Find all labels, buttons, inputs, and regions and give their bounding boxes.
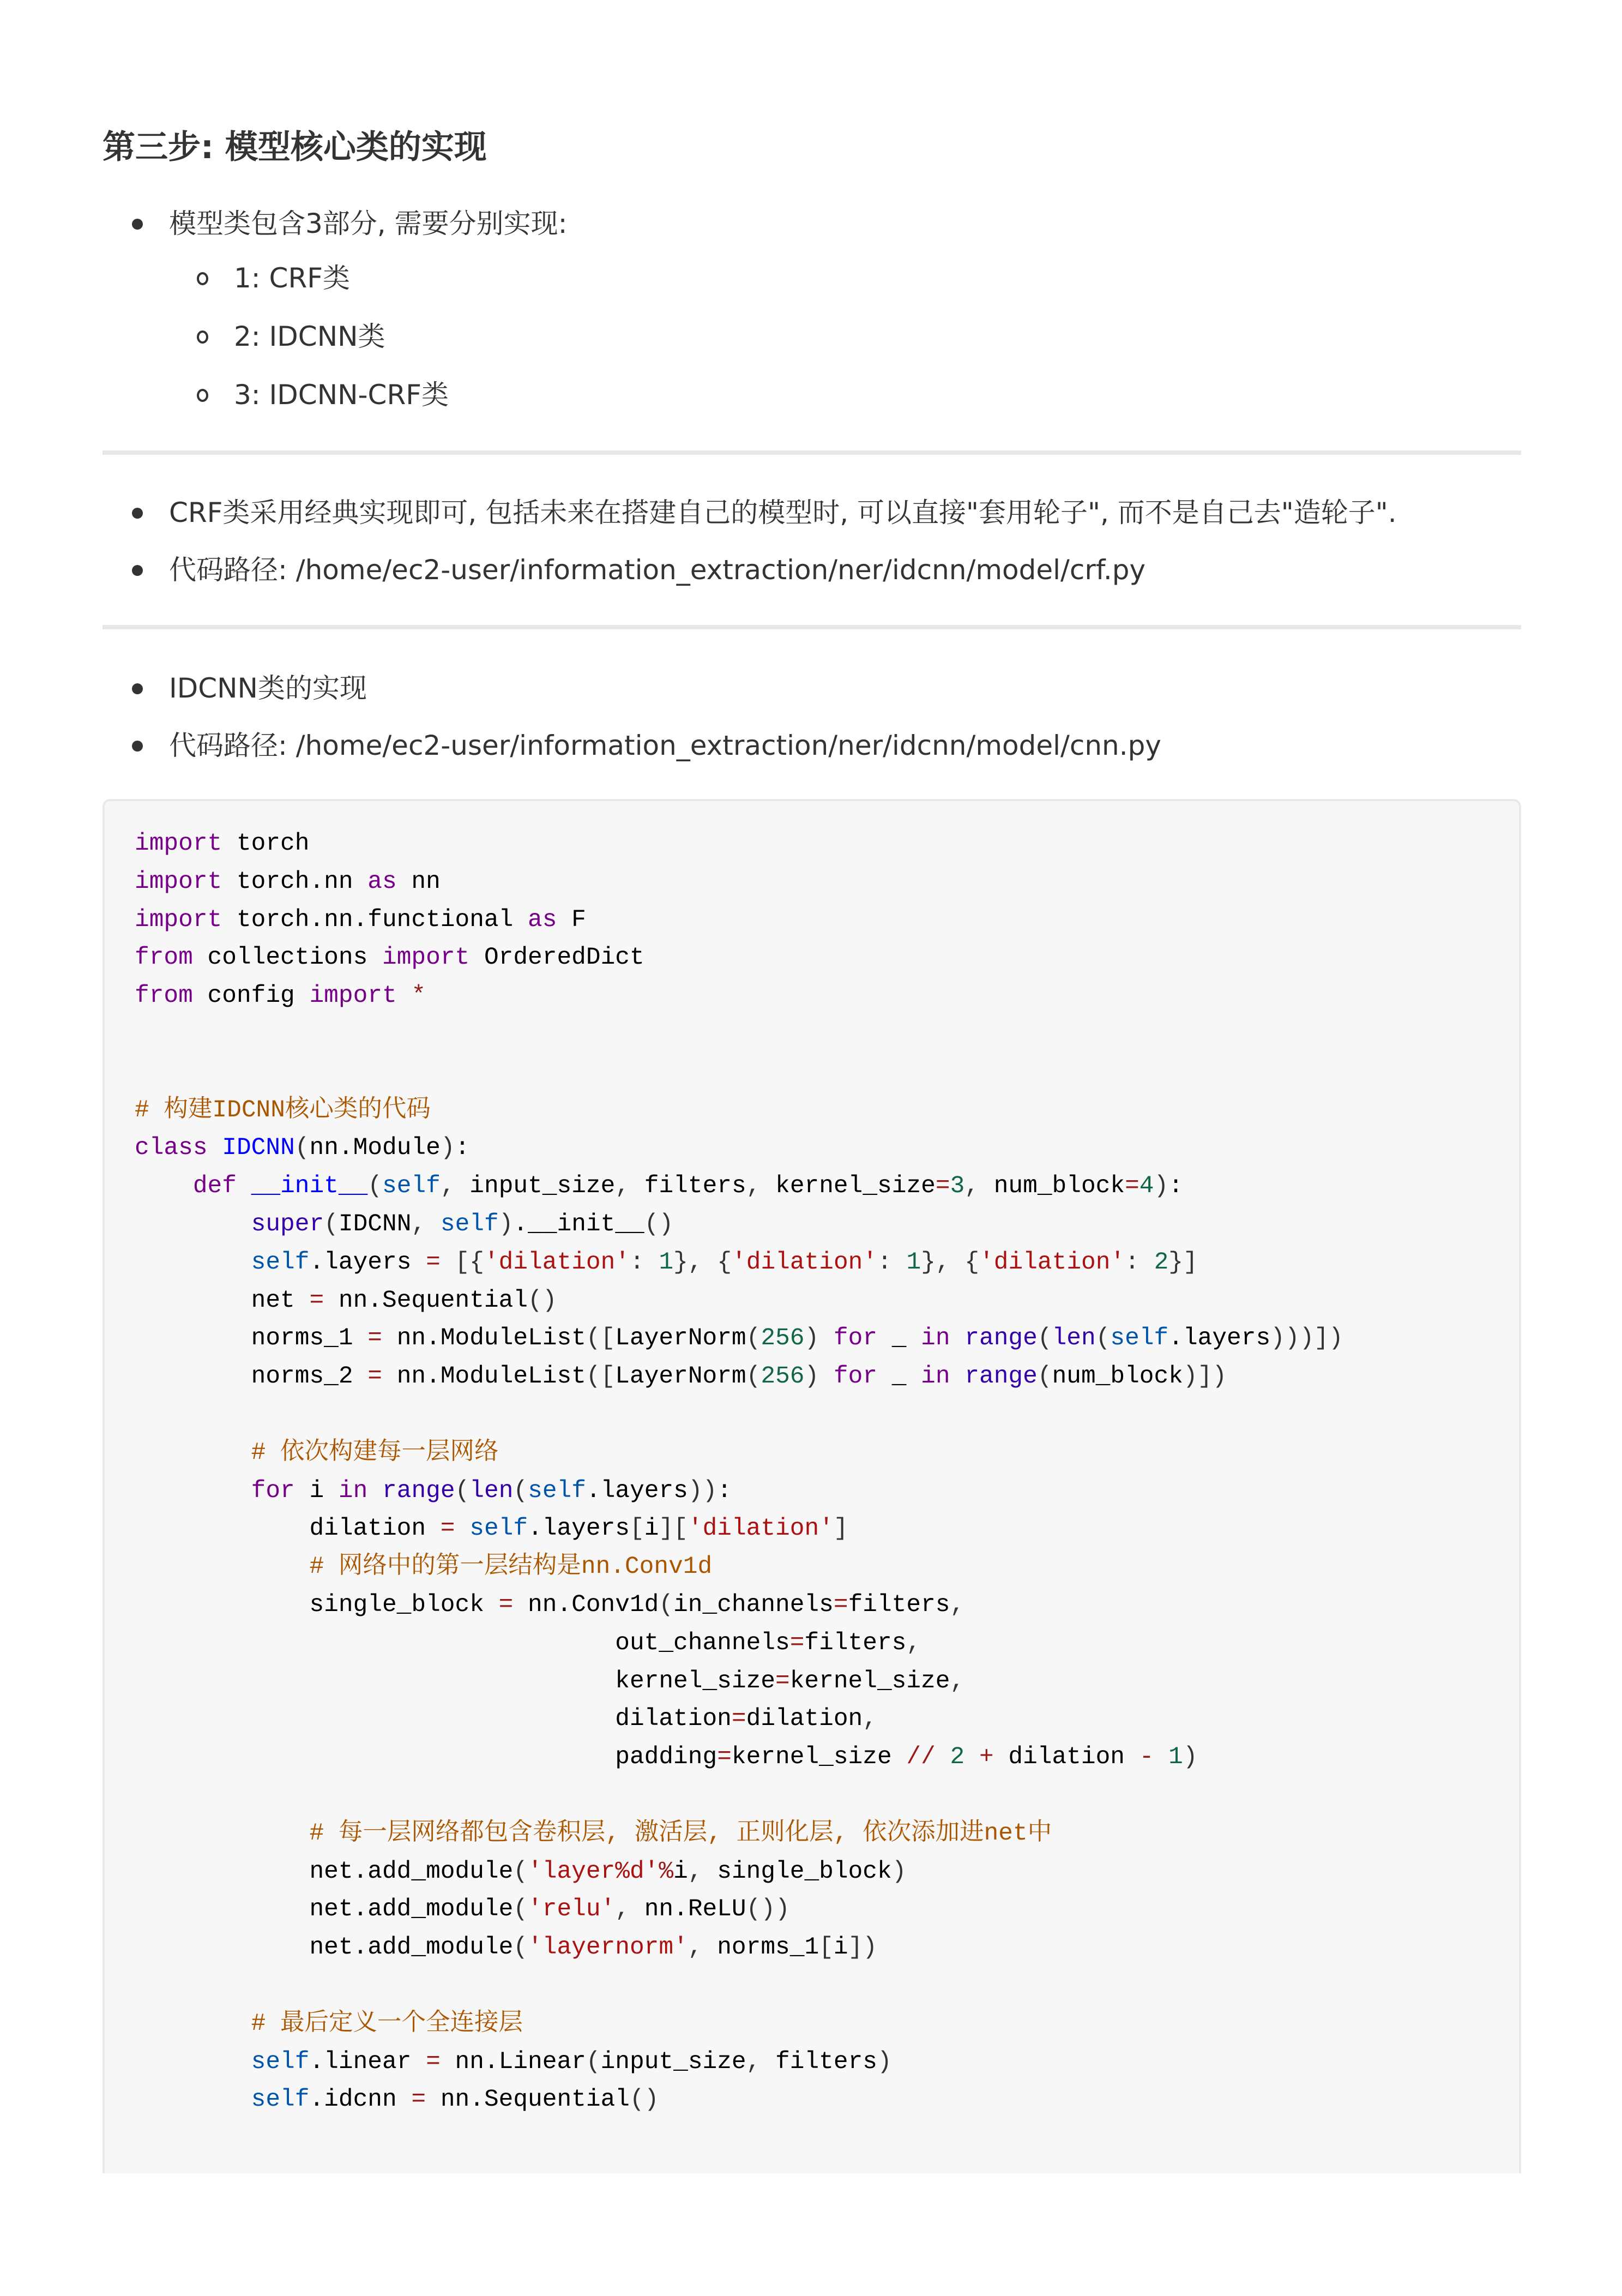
list-item-text: IDCNN类的实现 <box>169 672 367 704</box>
code-token: self <box>528 1477 586 1505</box>
code-token: : <box>717 1477 732 1505</box>
code-token: ))) <box>1270 1325 1315 1353</box>
code-token <box>135 1553 309 1580</box>
code-line <box>135 2005 1343 2043</box>
code-token: in <box>921 1325 950 1353</box>
code-token: 256 <box>761 1325 805 1353</box>
code-line <box>135 1700 1343 1739</box>
code-token: , <box>863 1705 877 1733</box>
code-token <box>819 1325 834 1352</box>
code-token: = <box>426 2048 441 2076</box>
code-line <box>135 1625 1343 1663</box>
code-token <box>644 1249 659 1276</box>
code-token: .layers <box>586 1477 688 1505</box>
code-content[interactable] <box>135 825 1343 2119</box>
code-token: ([ <box>586 1363 616 1391</box>
code-token: dilation <box>746 1705 863 1733</box>
code-line <box>135 1815 1343 1853</box>
code-token: [ <box>630 1515 644 1543</box>
file-path-text: 代码路径: /home/ec2-user/information_extraction/ner/idcnn/model/cnn.py <box>169 730 1161 761</box>
code-token: len <box>1052 1325 1096 1353</box>
code-token: 'dilation' <box>732 1248 878 1276</box>
code-token: def <box>192 1173 237 1200</box>
code-token: i <box>644 1515 659 1543</box>
code-token: ]) <box>1314 1325 1343 1353</box>
code-token: net.add_module <box>135 1858 514 1885</box>
code-token <box>367 1477 382 1505</box>
code-token: from <box>135 982 193 1010</box>
code-token: __init__ <box>251 1173 368 1200</box>
code-token: [ <box>819 1934 834 1962</box>
code-token: { <box>717 1248 732 1276</box>
code-line <box>135 1510 1343 1548</box>
code-line <box>135 1929 1343 1967</box>
code-token: 'dilation' <box>688 1515 834 1543</box>
code-token <box>426 1211 441 1238</box>
code-token: 2 <box>950 1744 965 1771</box>
code-token <box>950 1249 965 1276</box>
code-token <box>135 2086 251 2113</box>
code-line <box>135 2081 1343 2119</box>
code-token: self <box>251 1248 310 1276</box>
code-token: in_channels <box>673 1591 834 1619</box>
code-token: self <box>251 2086 310 2114</box>
code-token <box>892 1249 907 1276</box>
code-token <box>703 1249 717 1276</box>
code-token: 256 <box>761 1363 805 1391</box>
code-token: nn.Sequential <box>324 1287 528 1314</box>
code-token: for <box>833 1325 878 1353</box>
code-token: out_channels <box>135 1629 790 1657</box>
code-line <box>135 863 1343 901</box>
code-line <box>135 1739 1343 1777</box>
code-token: num_block <box>1052 1363 1183 1391</box>
code-token: }, <box>921 1248 950 1276</box>
code-token: # 网络中的第一层结构是nn.Conv1d <box>309 1553 713 1581</box>
code-token: + <box>979 1744 994 1771</box>
code-token: super <box>251 1210 324 1238</box>
code-token: .__init__ <box>513 1210 644 1238</box>
code-token: as <box>528 906 557 934</box>
code-token: dilation <box>993 1744 1139 1771</box>
code-token: single_block <box>135 1591 499 1619</box>
code-token: norms_1 <box>702 1934 819 1962</box>
code-line <box>135 901 1343 940</box>
code-token: filters <box>804 1629 907 1657</box>
code-token <box>135 1439 251 1466</box>
code-token: = <box>498 1591 514 1619</box>
code-token: ( <box>513 1858 528 1885</box>
code-line <box>135 1434 1343 1472</box>
code-token: self <box>1110 1325 1169 1353</box>
code-token: ) <box>440 1134 455 1162</box>
code-token: nn.ReLU <box>630 1896 746 1924</box>
code-token: = <box>789 1629 805 1657</box>
code-token: 'layer%d' <box>528 1858 659 1885</box>
code-line <box>135 939 1343 977</box>
code-token: class <box>135 1134 208 1162</box>
sub-list-item-text: 1: CRF类 <box>234 262 350 294</box>
code-token: self <box>382 1173 441 1200</box>
code-token: % <box>659 1858 674 1885</box>
code-token: ) <box>877 2048 892 2076</box>
code-token: ( <box>513 1896 528 1924</box>
code-token: dilation <box>135 1705 732 1733</box>
code-token: * <box>411 982 426 1010</box>
code-token: _ <box>877 1325 921 1353</box>
code-token: import <box>135 906 222 934</box>
code-token: , <box>950 1667 965 1695</box>
code-token: net.add_module <box>135 1934 514 1962</box>
sub-list-item-text: 2: IDCNN类 <box>234 321 385 352</box>
code-token <box>135 2010 251 2037</box>
code-token: nn.Conv1d <box>513 1591 659 1619</box>
code-token: - <box>1139 1744 1154 1771</box>
code-token: 'dilation' <box>979 1248 1125 1276</box>
code-token: , <box>688 1934 703 1962</box>
code-token: 2 <box>1154 1248 1169 1276</box>
code-token <box>1154 1744 1168 1771</box>
code-token <box>208 1134 222 1162</box>
code-token: LayerNorm <box>615 1363 746 1391</box>
code-token <box>135 1249 251 1276</box>
code-token: nn <box>396 868 441 895</box>
code-token: , <box>688 1858 703 1885</box>
code-token: nn.ModuleList <box>382 1325 586 1353</box>
code-token <box>1139 1249 1154 1276</box>
code-token: ( <box>367 1173 383 1200</box>
code-token: ( <box>455 1477 470 1505</box>
code-token: # 每一层网络都包含卷积层, 激活层, 正则化层, 依次添加进net中 <box>309 1819 1052 1847</box>
code-token: 3 <box>950 1173 965 1200</box>
code-line <box>135 1320 1343 1358</box>
file-path-text: 代码路径: /home/ec2-user/information_extraction/ner/idcnn/model/crf.py <box>169 554 1146 586</box>
code-token: # 依次构建每一层网络 <box>251 1439 499 1466</box>
code-token: nn.ModuleList <box>382 1363 586 1391</box>
code-line <box>135 1663 1343 1701</box>
code-token: kernel_size <box>731 1744 907 1771</box>
code-token: in <box>338 1477 368 1505</box>
code-token: 1 <box>659 1248 674 1276</box>
code-token: from <box>135 944 193 972</box>
code-line <box>135 1358 1343 1396</box>
code-token <box>950 1325 965 1352</box>
code-token: ( <box>1095 1325 1111 1353</box>
code-token: nn.Linear <box>440 2048 586 2076</box>
code-token <box>819 1363 834 1390</box>
code-token: kernel_size <box>789 1667 950 1695</box>
code-token: padding <box>135 1744 717 1771</box>
code-line <box>135 1168 1343 1206</box>
code-token: single_block <box>702 1858 892 1885</box>
code-token: net.add_module <box>135 1896 514 1924</box>
code-token: () <box>644 1210 674 1238</box>
code-token: = <box>309 1287 324 1314</box>
code-line <box>135 1244 1343 1282</box>
code-token: # 构建IDCNN核心类的代码 <box>135 1096 431 1124</box>
code-token: ) <box>891 1858 907 1885</box>
code-token: 4 <box>1139 1173 1154 1200</box>
code-token: torch.nn <box>222 868 368 895</box>
code-token: : <box>630 1248 644 1276</box>
code-token: norms_1 <box>135 1325 368 1353</box>
code-token: ) <box>1183 1744 1198 1771</box>
code-token: 'relu' <box>528 1896 616 1924</box>
code-token: IDCNN <box>222 1134 295 1162</box>
code-token: ]) <box>848 1934 878 1962</box>
list-item-text: 模型类包含3部分, 需要分别实现: <box>169 208 568 239</box>
code-token: IDCNN <box>338 1210 412 1238</box>
code-token: OrderedDict <box>469 944 644 972</box>
code-line <box>135 1282 1343 1320</box>
code-token: for <box>833 1363 878 1391</box>
code-token: ( <box>1037 1325 1052 1353</box>
sub-list-item-text: 3: IDCNN-CRF类 <box>234 379 449 411</box>
code-token: nn.Sequential <box>426 2086 630 2114</box>
code-token: F <box>557 906 586 934</box>
code-token: range <box>964 1325 1038 1353</box>
code-token: 'layernorm' <box>528 1934 688 1962</box>
code-token: ( <box>513 1934 528 1962</box>
code-token: .layers <box>309 1248 426 1276</box>
code-token: () <box>528 1287 557 1314</box>
code-line <box>135 1777 1343 1815</box>
code-token: range <box>382 1477 455 1505</box>
code-token: config <box>192 982 310 1010</box>
code-token <box>950 1363 965 1390</box>
code-token: i <box>673 1858 688 1885</box>
code-token: for <box>251 1477 295 1505</box>
code-token: torch.nn.functional <box>222 906 528 934</box>
code-token: .idcnn <box>309 2086 412 2114</box>
code-token: = <box>833 1591 848 1619</box>
code-line <box>135 1853 1343 1891</box>
code-token <box>441 1249 455 1276</box>
code-token: ) <box>1154 1173 1169 1200</box>
code-token: = <box>731 1705 746 1733</box>
code-token: }, <box>673 1248 703 1276</box>
code-line <box>135 2043 1343 2082</box>
code-token: // <box>906 1744 936 1771</box>
code-token: i <box>294 1477 339 1505</box>
code-token: self <box>440 1210 499 1238</box>
code-token: : <box>1168 1173 1183 1200</box>
code-token: ) <box>498 1210 514 1238</box>
code-token: range <box>964 1363 1038 1391</box>
code-line <box>135 1472 1343 1511</box>
code-token: kernel_size <box>761 1173 936 1200</box>
code-token: ) <box>804 1325 819 1353</box>
code-line <box>135 1054 1343 1092</box>
code-token: , <box>746 2048 761 2076</box>
code-token: [{ <box>455 1248 484 1276</box>
code-token <box>135 1173 193 1200</box>
code-line <box>135 977 1343 1015</box>
code-token: ( <box>1037 1363 1052 1391</box>
code-token: norms_2 <box>135 1363 368 1391</box>
code-line <box>135 1967 1343 2005</box>
code-token <box>135 1477 251 1505</box>
code-token: ( <box>746 1325 761 1353</box>
code-token: : <box>455 1134 470 1162</box>
code-token: import <box>309 982 397 1010</box>
code-line <box>135 1206 1343 1244</box>
code-token: self <box>469 1515 528 1543</box>
code-token <box>135 1820 309 1847</box>
code-token: i <box>833 1934 848 1962</box>
code-token: filters <box>848 1591 950 1619</box>
code-token: = <box>367 1325 382 1353</box>
code-token: input_size <box>600 2048 746 2076</box>
code-token: ([ <box>586 1325 616 1353</box>
code-token: = <box>717 1744 732 1771</box>
code-token: = <box>775 1667 790 1695</box>
code-token: torch <box>222 830 310 857</box>
code-token: input_size <box>455 1173 616 1200</box>
code-token: filters <box>630 1173 746 1200</box>
code-token: , <box>746 1173 761 1200</box>
code-line <box>135 1586 1343 1625</box>
code-token: filters <box>761 2048 877 2076</box>
code-token <box>237 1173 251 1200</box>
code-line <box>135 825 1343 863</box>
code-token: = <box>1125 1173 1139 1200</box>
code-token: .linear <box>309 2048 426 2076</box>
code-token: ( <box>586 2048 601 2076</box>
code-line <box>135 1891 1343 1929</box>
code-token: # 最后定义一个全连接层 <box>251 2010 523 2037</box>
code-line <box>135 1396 1343 1434</box>
code-token <box>397 982 412 1009</box>
code-token: kernel_size <box>135 1667 775 1695</box>
code-token: net <box>135 1287 310 1314</box>
code-token: = <box>935 1173 950 1200</box>
code-token: as <box>367 868 397 895</box>
code-token: = <box>426 1248 441 1276</box>
code-token: 1 <box>906 1248 921 1276</box>
code-token: .layers <box>528 1515 630 1543</box>
code-line <box>135 1015 1343 1054</box>
code-token: num_block <box>979 1173 1125 1200</box>
code-token: = <box>367 1363 382 1391</box>
code-token: import <box>135 868 222 895</box>
code-token <box>135 1211 251 1238</box>
code-token <box>455 1515 470 1542</box>
code-token: }] <box>1168 1248 1198 1276</box>
code-token: ( <box>746 1363 761 1391</box>
code-token: ) <box>804 1363 819 1391</box>
code-token: , <box>964 1173 980 1200</box>
code-token: )]) <box>1183 1363 1227 1391</box>
code-token: , <box>950 1591 965 1619</box>
code-token: ] <box>833 1515 848 1543</box>
code-token: in <box>921 1363 950 1391</box>
code-line <box>135 1548 1343 1586</box>
code-token: nn.Module <box>309 1134 441 1162</box>
code-token: : <box>877 1248 892 1276</box>
code-token: 'dilation' <box>484 1248 630 1276</box>
code-token: () <box>630 2086 659 2114</box>
code-line <box>135 1092 1343 1130</box>
code-token: , <box>440 1173 455 1200</box>
code-block[interactable] <box>102 799 1521 2173</box>
code-token: , <box>411 1210 426 1238</box>
code-token: ( <box>294 1134 310 1162</box>
code-token: { <box>964 1248 980 1276</box>
code-line <box>135 1129 1343 1168</box>
code-token: , <box>615 1896 630 1924</box>
code-token: , <box>615 1173 630 1200</box>
code-token: import <box>135 830 222 857</box>
code-token: collections <box>192 944 382 972</box>
code-token: ( <box>513 1477 528 1505</box>
code-token: import <box>382 944 470 972</box>
code-token: _ <box>877 1363 921 1391</box>
code-token: self <box>251 2048 310 2076</box>
code-token: LayerNorm <box>615 1325 746 1353</box>
list-item-text: CRF类采用经典实现即可, 包括未来在搭建自己的模型时, 可以直接"套用轮子", 而不是自己去"造轮子". <box>169 497 1397 528</box>
code-token: len <box>469 1477 514 1505</box>
code-token: = <box>411 2086 426 2114</box>
code-token: : <box>1125 1248 1139 1276</box>
code-token: = <box>440 1515 455 1543</box>
code-token <box>936 1744 950 1771</box>
code-token: 1 <box>1168 1744 1183 1771</box>
code-token <box>964 1744 979 1771</box>
code-token <box>135 2048 251 2076</box>
code-token: ( <box>659 1591 674 1619</box>
code-token: ][ <box>659 1515 688 1543</box>
code-token: ( <box>324 1210 339 1238</box>
code-token: dilation <box>135 1515 441 1543</box>
code-token: ()) <box>746 1896 790 1924</box>
code-token: .layers <box>1168 1325 1271 1353</box>
code-token: , <box>906 1629 921 1657</box>
section-heading: 第三步: 模型核心类的实现 <box>102 128 487 166</box>
code-token: )) <box>688 1477 717 1505</box>
